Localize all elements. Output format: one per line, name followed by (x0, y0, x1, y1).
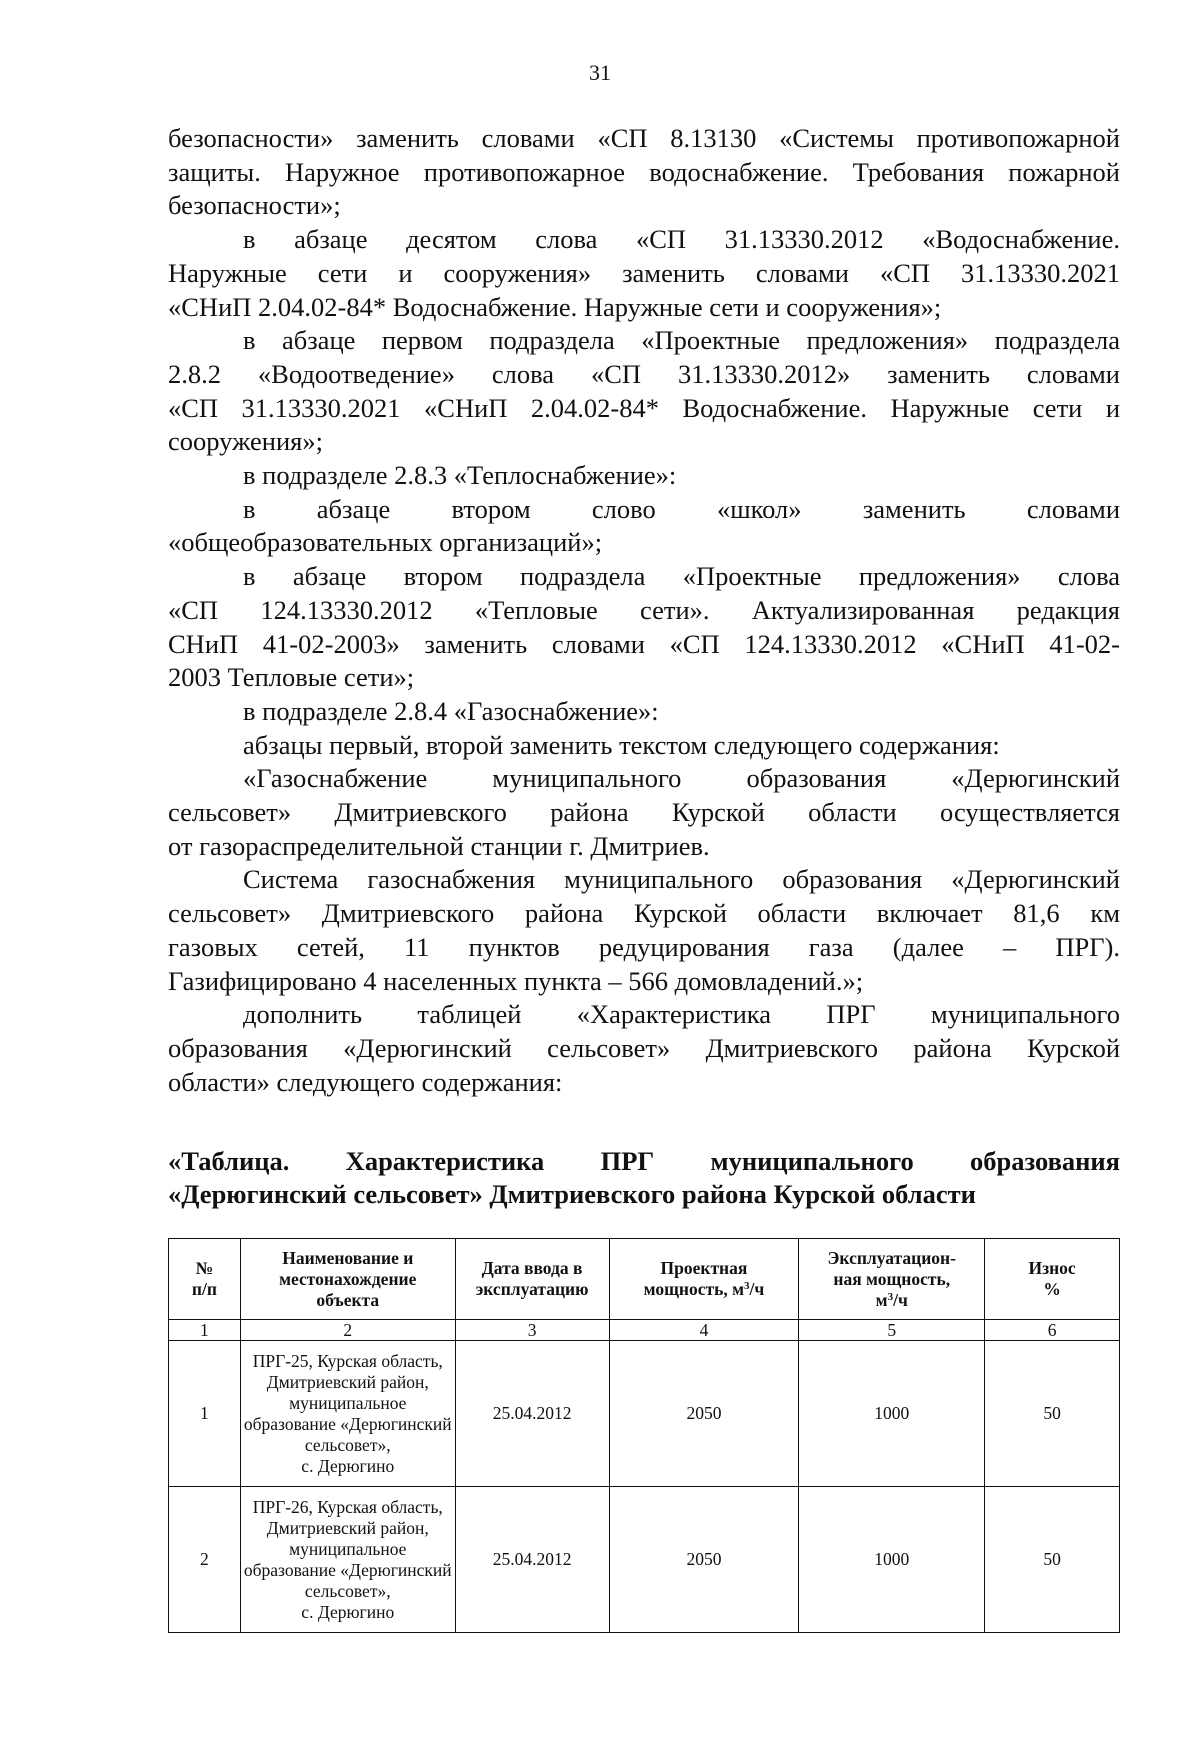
text-line: образования «Дерюгинский сельсовет» Дмитриевского района Курской (168, 1032, 1120, 1063)
cell-name (240, 1487, 455, 1633)
text-line: 2.8.2 «Водоотведение» слова «СП 31.13330.2012» заменить словами (168, 358, 1120, 389)
table-row (169, 1341, 1120, 1487)
cell-text: Дмитриевский район, (266, 1372, 429, 1392)
text-line: области» следующего содержания: (168, 1066, 563, 1097)
cell-text: с. Дерюгино (301, 1602, 395, 1622)
header-text: эксплуатацию (475, 1279, 589, 1299)
text-line: в абзаце втором слово «школ» заменить словами (243, 493, 1120, 524)
header-text: Износ (1028, 1258, 1076, 1278)
header-cell-date (455, 1239, 609, 1320)
header-text: Наименование и (282, 1247, 414, 1268)
cell-number: 1 (169, 1341, 241, 1487)
header-text: Проектная (660, 1258, 748, 1278)
paragraph (168, 729, 1120, 763)
header-cell-number (169, 1239, 241, 1320)
paragraph (168, 863, 1120, 998)
column-number: 1 (169, 1320, 241, 1341)
paragraph (168, 695, 1120, 729)
text-line: безопасности»; (168, 190, 341, 221)
header-superscript: 3 (744, 1280, 750, 1292)
header-text: Эксплуатацион- (827, 1247, 956, 1268)
cell-operating-capacity: 1000 (799, 1487, 985, 1633)
cell-text: муниципальное (289, 1539, 407, 1559)
text-line: «СП 124.13330.2012 «Тепловые сети». Актуализированная редакция (168, 594, 1120, 625)
paragraph (168, 998, 1120, 1099)
cell-text: Дмитриевский район, (266, 1518, 429, 1538)
paragraph (168, 762, 1120, 863)
text-line: «общеобразовательных организаций»; (168, 527, 603, 558)
cell-text: образование «Дерюгинский (243, 1560, 452, 1580)
cell-date: 25.04.2012 (455, 1341, 609, 1487)
prg-table (168, 1238, 1120, 1633)
header-text-part: мощность, м (643, 1279, 744, 1299)
cell-text: муниципальное (289, 1393, 407, 1413)
header-text (801, 1290, 982, 1311)
cell-design-capacity: 2050 (609, 1341, 799, 1487)
paragraph (168, 223, 1120, 324)
header-cell-design-capacity (609, 1239, 799, 1320)
cell-date: 25.04.2012 (455, 1487, 609, 1633)
text-line: от газораспределительной станции г. Дмитриев. (168, 830, 710, 861)
text-line: в подразделе 2.8.4 «Газоснабжение»: (243, 695, 659, 726)
column-number: 4 (609, 1320, 799, 1341)
column-number: 6 (985, 1320, 1120, 1341)
cell-text: ПРГ-25, Курская область, (252, 1351, 443, 1371)
cell-operating-capacity: 1000 (799, 1341, 985, 1487)
cell-number: 2 (169, 1487, 241, 1633)
text-line: в абзаце десятом слова «СП 31.13330.2012 «Водоснабжение. (243, 224, 1120, 255)
column-number: 5 (799, 1320, 985, 1341)
text-line: Система газоснабжения муниципального образования «Дерюгинский (243, 864, 1120, 895)
header-superscript: 3 (887, 1290, 894, 1303)
header-text-part: /ч (749, 1279, 765, 1299)
paragraph (168, 324, 1120, 459)
header-text: п/п (191, 1279, 217, 1299)
table-title (168, 1145, 1120, 1211)
paragraph (168, 493, 1120, 560)
cell-text: ПРГ-26, Курская область, (252, 1497, 443, 1517)
paragraph (168, 122, 1120, 223)
header-text: Дата ввода в (481, 1258, 583, 1278)
header-cell-wear (985, 1239, 1120, 1320)
header-text (612, 1279, 797, 1300)
paragraph (168, 459, 1120, 493)
paragraph (168, 560, 1120, 695)
text-line: Газифицировано 4 населенных пункта – 566 домовладений.»; (168, 965, 864, 996)
text-line: 2003 Тепловые сети»; (168, 662, 415, 693)
text-line: в абзаце втором подраздела «Проектные предложения» слова (243, 561, 1120, 592)
header-text: объекта (316, 1289, 380, 1310)
text-line: в подразделе 2.8.3 «Теплоснабжение»: (243, 460, 677, 491)
text-line: сельсовет» Дмитриевского района Курской области включает 81,6 км (168, 898, 1120, 929)
cell-design-capacity: 2050 (609, 1487, 799, 1633)
text-line: «Газоснабжение муниципального образования «Дерюгинский (243, 763, 1120, 794)
document-body (168, 122, 1120, 1099)
text-line: «СП 31.13330.2021 «СНиП 2.04.02-84* Водоснабжение. Наружные сети и (168, 392, 1120, 423)
header-text: местонахождение (279, 1268, 417, 1289)
column-number: 2 (240, 1320, 455, 1341)
text-line: абзацы первый, второй заменить текстом следующего содержания: (243, 729, 1000, 760)
cell-wear: 50 (985, 1487, 1120, 1633)
column-number: 3 (455, 1320, 609, 1341)
page-number: 31 (589, 60, 611, 85)
header-text-part: м (875, 1289, 888, 1310)
text-line: защиты. Наружное противопожарное водоснабжение. Требования пожарной (168, 156, 1120, 187)
table-row (169, 1487, 1120, 1633)
header-text: ная мощность, (833, 1268, 951, 1289)
cell-wear: 50 (985, 1341, 1120, 1487)
text-line: сооружения»; (168, 426, 323, 457)
table-title-line: «Таблица. Характеристика ПРГ муниципального образования (168, 1146, 1120, 1176)
text-line: сельсовет» Дмитриевского района Курской области осуществляется (168, 797, 1120, 828)
header-text-part: /ч (893, 1289, 908, 1310)
text-line: безопасности» заменить словами «СП 8.13130 «Системы противопожарной (168, 123, 1120, 153)
text-line: «СНиП 2.04.02-84* Водоснабжение. Наружные сети и сооружения»; (168, 291, 942, 322)
text-line: СНиП 41-02-2003» заменить словами «СП 124.13330.2012 «СНиП 41-02- (168, 628, 1120, 659)
text-line: в абзаце первом подраздела «Проектные предложения» подраздела (243, 325, 1120, 356)
cell-name (240, 1341, 455, 1487)
table-header-row (169, 1239, 1120, 1320)
cell-text: сельсовет», (304, 1435, 391, 1455)
header-cell-operating-capacity (799, 1239, 985, 1320)
table-column-number-row (169, 1320, 1120, 1341)
header-text: % (1043, 1279, 1061, 1299)
table-title-line: «Дерюгинский сельсовет» Дмитриевского района Курской области (168, 1179, 976, 1209)
cell-text: с. Дерюгино (301, 1456, 395, 1476)
text-line: Наружные сети и сооружения» заменить словами «СП 31.13330.2021 (168, 257, 1120, 288)
cell-text: сельсовет», (304, 1581, 391, 1601)
header-text: № (195, 1258, 214, 1278)
text-line: газовых сетей, 11 пунктов редуцирования газа (далее – ПРГ). (168, 931, 1120, 962)
text-line: дополнить таблицей «Характеристика ПРГ муниципального (243, 999, 1120, 1030)
header-cell-name (240, 1239, 455, 1320)
cell-text: образование «Дерюгинский (243, 1414, 452, 1434)
